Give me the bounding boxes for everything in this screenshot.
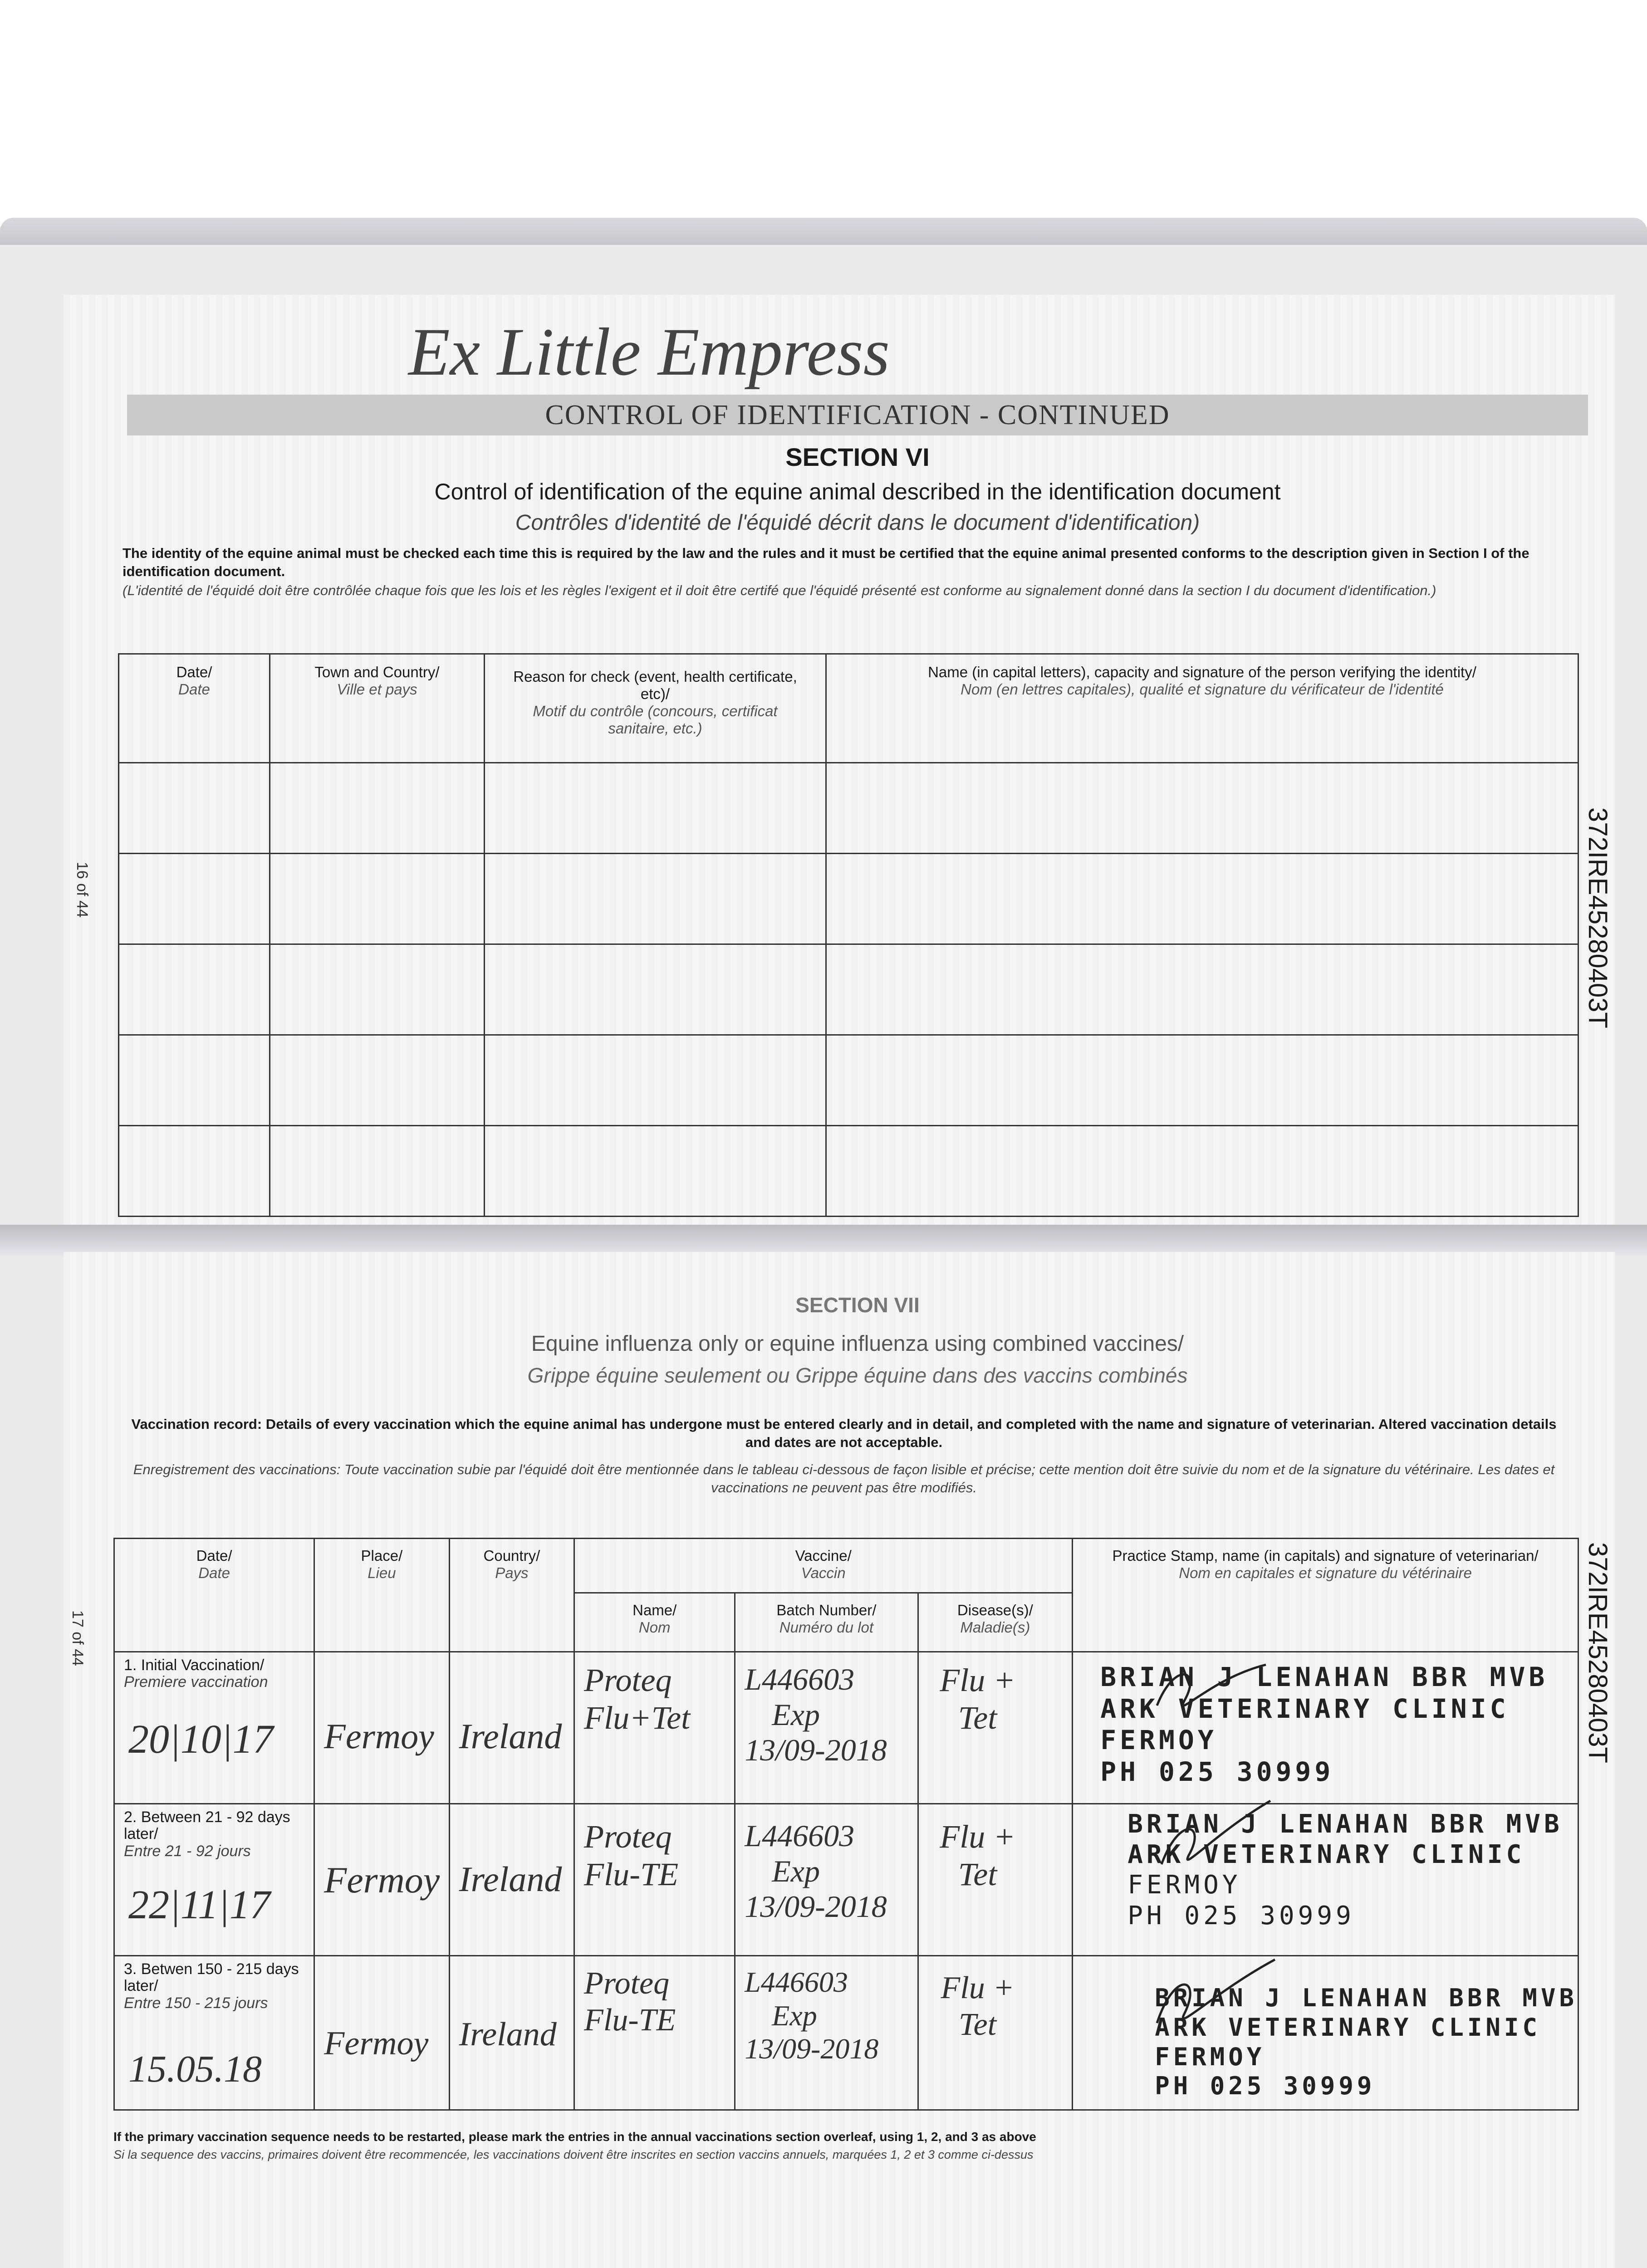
row-3-disease-cell xyxy=(918,1956,1073,2110)
identity-check-table xyxy=(118,653,1579,1217)
row-3-label: 3. Betwen 150 - 215 days later/ xyxy=(124,1960,299,1995)
section-vi-heading-fr: Contrôles d'identité de l'équidé décrit dans le document d'identification) xyxy=(515,511,1200,535)
vcol-stamp-fr: Nom en capitales et signature du vétérinaire xyxy=(1179,1564,1472,1581)
row-2-disease-cell xyxy=(918,1804,1073,1956)
stamp-line: PH 025 30999 xyxy=(1155,2072,1376,2101)
row-3-batch-cell xyxy=(735,1956,918,2110)
row-2-name-cell xyxy=(574,1804,735,1956)
row-1-label-fr: Premiere vaccination xyxy=(124,1673,268,1691)
col-place-header xyxy=(314,1539,449,1652)
row-2-place-cell xyxy=(314,1804,449,1956)
row-2-disease: Flu + Tet xyxy=(940,1818,1015,1892)
identity-check-header-row xyxy=(119,654,1578,763)
vcol-batch-en: Batch Number/ xyxy=(776,1602,877,1618)
row-3-country: Ireland xyxy=(459,2016,557,2053)
col-stamp-header xyxy=(1073,1539,1578,1652)
row-1-place: Fermoy xyxy=(324,1716,434,1756)
row-1-place-cell xyxy=(314,1652,449,1804)
table-row xyxy=(114,1956,1578,2110)
section-vi-title: SECTION VI xyxy=(785,443,930,471)
section-vi-heading-en: Control of identification of the equine animal described in the identification document xyxy=(434,479,1281,504)
vcol-disease-en: Disease(s)/ xyxy=(957,1602,1033,1618)
col-date-fr: Date xyxy=(178,680,210,698)
col-date-en: Date/ xyxy=(176,664,212,680)
row-3-date-cell xyxy=(114,1956,314,2110)
footer-note-en: If the primary vaccination sequence needs to be restarted, please mark the entries in the annual vaccinations section overleaf, using 1, 2, and 3 as above xyxy=(113,2130,1036,2144)
vaccination-table xyxy=(113,1538,1579,2111)
row-3-disease: Flu + Tet xyxy=(941,1970,1015,2042)
stamp-line: ARK VETERINARY CLINIC xyxy=(1127,1840,1525,1870)
col-batch-header xyxy=(735,1593,918,1652)
row-1-batch-cell xyxy=(735,1652,918,1804)
table-row xyxy=(119,763,1578,854)
row-1-country-cell xyxy=(449,1652,574,1804)
row-2-name: Proteq Flu-TE xyxy=(584,1818,679,1892)
row-2-label-fr: Entre 21 - 92 jours xyxy=(124,1842,251,1860)
col-reason-header xyxy=(485,654,826,763)
row-2-batch-date: 13/09-2018 xyxy=(745,1889,887,1924)
vcol-place-en: Place/ xyxy=(361,1547,403,1564)
stamp-line: FERMOY xyxy=(1127,1870,1241,1900)
table-row xyxy=(119,854,1578,944)
vet-signature-marks xyxy=(1148,1651,1284,2105)
row-2-country-cell xyxy=(449,1804,574,1956)
row-1-date-cell xyxy=(114,1652,314,1804)
section-vi-intro-fr: (L'identité de l'équidé doit être contrôlée chaque fois que les lois et les règles l'exigent et il doit être certifé que l'équidé présenté est conforme au signalement donné dans la section I du document d'identification.) xyxy=(123,582,1436,598)
vcol-country-en: Country/ xyxy=(483,1547,540,1564)
section-vii-heading-fr: Grippe équine seulement ou Grippe équine dans des vaccins combinés xyxy=(527,1364,1188,1387)
row-2-batch-exp: Exp xyxy=(772,1854,820,1889)
row-2-date-cell xyxy=(114,1804,314,1956)
col-town-fr: Ville et pays xyxy=(337,680,417,698)
vcol-disease-fr: Maladie(s) xyxy=(960,1618,1030,1636)
col-disease-header xyxy=(918,1593,1073,1652)
stamp-line: FERMOY xyxy=(1100,1725,1217,1756)
col-reason-en: Reason for check (event, health certificate, etc)/ xyxy=(513,668,797,702)
col-verifier-en: Name (in capital letters), capacity and signature of the person verifying the identity/ xyxy=(928,664,1476,680)
stamp-line: ARK VETERINARY CLINIC xyxy=(1100,1693,1510,1724)
section-vii-title: SECTION VII xyxy=(795,1293,920,1317)
vcol-vaccine-fr: Vaccin xyxy=(801,1564,846,1581)
vcol-name-en: Name/ xyxy=(632,1602,677,1618)
row-1-batch-date: 13/09-2018 xyxy=(745,1733,887,1768)
row-3-name-cell xyxy=(574,1956,735,2110)
passport-id-top: 372IRE45280403T xyxy=(1583,807,1613,1028)
col-reason-fr: Motif du contrôle (concours, certificat sanitaire, etc.) xyxy=(533,702,778,737)
vcol-date-en: Date/ xyxy=(196,1547,232,1564)
col-name-header xyxy=(574,1593,735,1652)
vcol-country-fr: Pays xyxy=(495,1564,529,1581)
section-vii-heading-en: Equine influenza only or equine influenza using combined vaccines/ xyxy=(531,1332,1184,1356)
row-1-name-cell xyxy=(574,1652,735,1804)
row-2-place: Fermoy xyxy=(324,1859,440,1901)
vcol-name-fr: Nom xyxy=(638,1618,671,1636)
table-row xyxy=(119,1126,1578,1217)
vcol-batch-fr: Numéro du lot xyxy=(779,1618,874,1636)
col-verifier-fr: Nom (en lettres capitales), qualité et signature du vérificateur de l'identité xyxy=(961,680,1444,698)
handwritten-horse-name: Ex Little Empress xyxy=(408,314,890,390)
row-1-batch-exp: Exp xyxy=(772,1697,820,1732)
vcol-stamp-en: Practice Stamp, name (in capitals) and signature of veterinarian/ xyxy=(1112,1547,1539,1564)
col-town-header xyxy=(270,654,485,763)
col-vaccine-header xyxy=(574,1539,1073,1593)
section-vii-intro-en: Vaccination record: Details of every vaccination which the equine animal has undergone must be entered clearly and in detail, and completed with the name and signature of veterinarian. Altered vaccination details and dates are not acceptable. xyxy=(131,1416,1557,1451)
vcol-date-fr: Date xyxy=(198,1564,230,1581)
row-3-batch-exp: Exp xyxy=(772,1999,817,2032)
col-country-header xyxy=(449,1539,574,1652)
row-1-batch: L446603 xyxy=(745,1662,855,1696)
table-row xyxy=(114,1652,1578,1804)
row-3-batch-date: 13/09-2018 xyxy=(745,2033,879,2065)
row-1-disease: Flu + Tet xyxy=(940,1662,1015,1736)
row-2-label: 2. Between 21 - 92 days later/ xyxy=(124,1809,290,1843)
footer-note-fr: Si la sequence des vaccins, primaires doivent être recommencée, les vaccinations doivent être inscrites en section vaccins annuels, marquées 1, 2 et 3 comme ci-dessus xyxy=(113,2148,1034,2161)
page-number-16: 16 of 44 xyxy=(74,862,91,918)
vaccination-header-row xyxy=(114,1539,1578,1593)
row-2-batch: L446603 xyxy=(745,1818,855,1853)
row-3-batch: L446603 xyxy=(745,1966,848,1998)
row-3-name: Proteq Flu-TE xyxy=(584,1966,676,2038)
row-3-label-fr: Entre 150 - 215 jours xyxy=(124,1994,268,2012)
table-row xyxy=(114,1804,1578,1956)
stamp-line: PH 025 30999 xyxy=(1100,1756,1334,1787)
row-3-place-cell xyxy=(314,1956,449,2110)
col-date-header xyxy=(119,654,270,763)
row-3-country-cell xyxy=(449,1956,574,2110)
row-3-date: 15.05.18 xyxy=(128,2048,262,2090)
row-1-disease-cell xyxy=(918,1652,1073,1804)
section-vii-intro-fr: Enregistrement des vaccinations: Toute vaccination subie par l'équidé doit être mentionnée dans le tableau ci-dessous de façon lisible et précise; cette mention doit être suivie du nom et de la signature du vétérinaire. Les dates et vaccinations ne peuvent pas être modifiés. xyxy=(133,1461,1555,1496)
row-2-country: Ireland xyxy=(459,1859,562,1899)
banner-title: CONTROL OF IDENTIFICATION - CONTINUED xyxy=(545,400,1170,430)
col-verifier-header xyxy=(826,654,1578,763)
table-row xyxy=(119,1035,1578,1126)
col-date-header xyxy=(114,1539,314,1652)
stamp-line: BRIAN J LENAHAN BBR MVB xyxy=(1127,1809,1563,1839)
sleeve-edge xyxy=(0,218,1647,245)
stamp-line: BRIAN J LENAHAN BBR MVB xyxy=(1155,1984,1578,2012)
row-1-name: Proteq Flu+Tet xyxy=(584,1662,691,1736)
row-2-date: 22|11|17 xyxy=(128,1882,270,1927)
row-2-batch-cell xyxy=(735,1804,918,1956)
vcol-place-fr: Lieu xyxy=(368,1564,396,1581)
row-3-place: Fermoy xyxy=(324,2025,429,2062)
section-vi-intro-en: The identity of the equine animal must be checked each time this is required by the law and the rules and it must be certified that the equine animal presented conforms to the description given in Section I of the identification document. xyxy=(123,545,1529,580)
row-1-date: 20|10|17 xyxy=(128,1717,274,1762)
table-row xyxy=(119,944,1578,1035)
passport-id-bottom: 372IRE45280403T xyxy=(1583,1542,1613,1763)
row-1-label: 1. Initial Vaccination/ xyxy=(124,1657,265,1674)
page-number-17: 17 of 44 xyxy=(69,1610,86,1666)
stamp-line: PH 025 30999 xyxy=(1127,1901,1355,1931)
stamp-line: BRIAN J LENAHAN BBR MVB xyxy=(1100,1662,1549,1692)
vcol-vaccine-en: Vaccine/ xyxy=(795,1547,852,1564)
stamp-line: FERMOY xyxy=(1155,2042,1265,2071)
stamp-line: ARK VETERINARY CLINIC xyxy=(1155,2013,1541,2042)
col-town-en: Town and Country/ xyxy=(314,664,440,680)
row-1-country: Ireland xyxy=(459,1716,562,1756)
